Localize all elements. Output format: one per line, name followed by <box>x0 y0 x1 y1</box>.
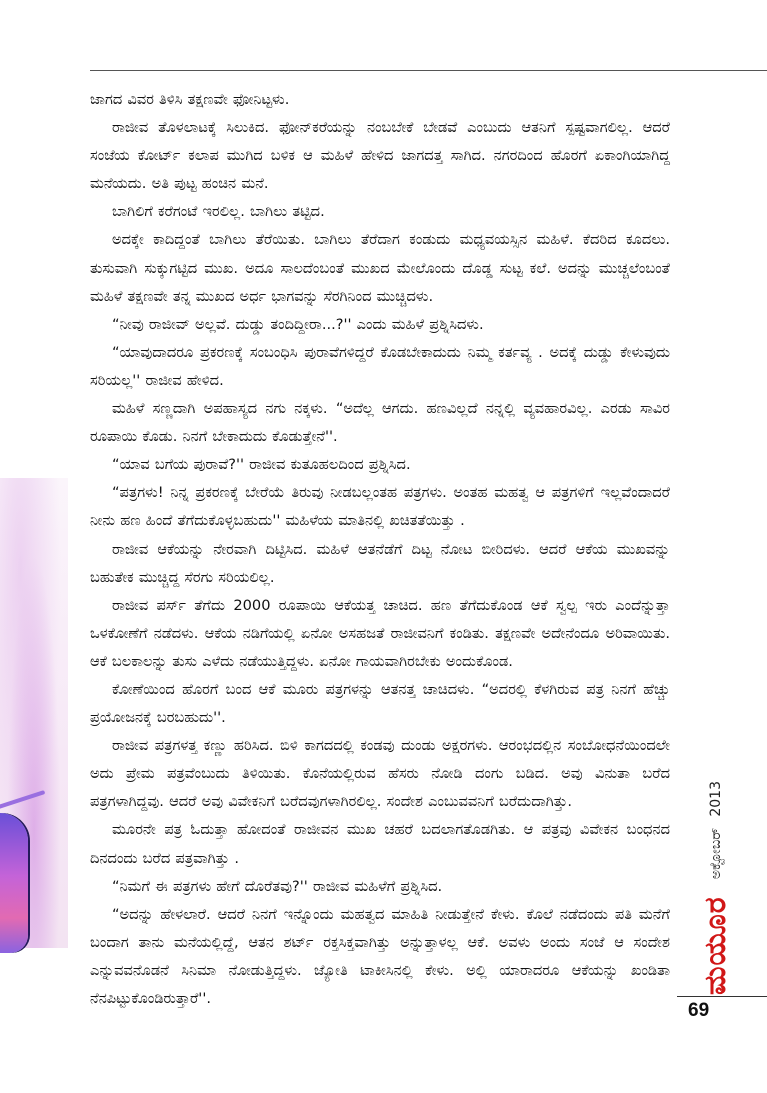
illustration-accent <box>0 790 45 810</box>
paragraph: “ಅದನ್ನು ಹೇಳಲಾರೆ. ಆದರೆ ನಿನಗೆ ಇನ್ನೊಂದು ಮಹತ್ವದ ಮಾಹಿತಿ ನೀಡುತ್ತೇನೆ ಕೇಳು. ಕೊಲೆ ನಡೆದಂದು ಪತಿ ಮನೆಗೆ ಬಂದಾಗ ತಾನು ಮನೆಯಲ್ಲಿದ್ದೆ, ಆತನ ಶರ್ಟ್ ರಕ್ತಸಿಕ್ತವಾಗಿತ್ತು ಅನ್ನುತ್ತಾಳಲ್ಲ ಆಕೆ. ಅವಳು ಅಂದು ಸಂಜೆ ಆ ಸಂದೇಶ ಎನ್ನುವವನೊಡನೆ ಸಿನಿಮಾ ನೋಡುತ್ತಿದ್ದಳು. ಜ್ಯೋತಿ ಟಾಕೀಸಿನಲ್ಲಿ ಕೇಳು. ಅಲ್ಲಿ ಯಾರಾದರೂ ಆಕೆಯನ್ನು ಖಂಡಿತಾ ನೆನಪಿಟ್ಟುಕೊಂಡಿರುತ್ತಾರೆ''. <box>90 905 670 1007</box>
page-number: 69 <box>688 1000 710 1021</box>
issue-month: ಅಕ್ಟೋಬರ್ <box>707 827 724 880</box>
article-body <box>90 86 670 1013</box>
illustration-figure <box>0 813 28 953</box>
paragraph: ಮಹಿಳೆ ಸಣ್ಣದಾಗಿ ಅಪಹಾಸ್ಯದ ನಗು ನಕ್ಕಳು. “ಅದೆಲ್ಲ ಆಗದು. ಹಣವಿಲ್ಲದೆ ನನ್ನಲ್ಲಿ ವ್ಯವಹಾರವಿಲ್ಲ. ಎರಡು ಸಾವಿರ ರೂಪಾಯಿ ಕೊಡು. ನಿನಗೆ ಬೇಕಾದುದು ಕೊಡುತ್ತೇನೆ''. <box>90 400 670 446</box>
magazine-logo: ಮಯೂರ <box>698 896 733 995</box>
paragraph: ರಾಜೀವ ಪರ್ಸ್ ತೆಗೆದು 2000 ರೂಪಾಯಿ ಆಕೆಯತ್ತ ಚಾಚಿದ. ಹಣ ತೆಗೆದುಕೊಂಡ ಆಕೆ ಸ್ವಲ್ಪ ಇರು ಎಂದೆನ್ನುತ್ತಾ ಒಳಕೋಣೆಗೆ ನಡೆದಳು. ಆಕೆಯ ನಡಿಗೆಯಲ್ಲಿ ಏನೋ ಅಸಹಜತೆ ರಾಜೀವನಿಗೆ ಕಂಡಿತು. ತಕ್ಷಣವೇ ಅದೇನೆಂದೂ ಅರಿವಾಯಿತು. ಆಕೆ ಬಲಕಾಲನ್ನು ತುಸು ಎಳೆದು ನಡೆಯುತ್ತಿದ್ದಳು. ಏನೋ ಗಾಯವಾಗಿರಬೇಕು ಅಂದುಕೊಂಡ. <box>90 596 670 670</box>
paragraph: “ಪತ್ರಗಳು! ನಿನ್ನ ಪ್ರಕರಣಕ್ಕೆ ಬೇರೆಯೆ ತಿರುವು ನೀಡಬಲ್ಲಂತಹ ಪತ್ರಗಳು. ಅಂತಹ ಮಹತ್ವ ಆ ಪತ್ರಗಳಿಗೆ ಇಲ್ಲವೆಂದಾದರೆ ನೀನು ಹಣ ಹಿಂದೆ ತೆಗೆದುಕೊಳ್ಳಬಹುದು'' ಮಹಿಳೆಯ ಮಾತಿನಲ್ಲಿ ಖಚಿತತೆಯಿತ್ತು . <box>90 484 670 530</box>
paragraph: ರಾಜೀವ ಪತ್ರಗಳತ್ತ ಕಣ್ಣು ಹರಿಸಿದ. ಬಿಳಿ ಕಾಗದದಲ್ಲಿ ಕಂಡವು ದುಂಡು ಅಕ್ಷರಗಳು. ಆರಂಭದಲ್ಲಿನ ಸಂಬೋಧನೆಯಿಂದಲೇ ಅದು ಪ್ರೇಮ ಪತ್ರವೆಂಬುದು ತಿಳಿಯಿತು. ಕೊನೆಯಲ್ಲಿರುವ ಹೆಸರು ನೋಡಿ ದಂಗು ಬಡಿದ. ಅವು ವಿನುತಾ ಬರೆದ ಪತ್ರಗಳಾಗಿದ್ದವು. ಆದರೆ ಅವು ವಿವೇಕನಿಗೆ ಬರೆದವುಗಳಾಗಿರಲಿಲ್ಲ. ಸಂದೇಶ ಎಂಬುವವನಿಗೆ ಬರೆದುದಾಗಿತ್ತು. <box>90 737 670 811</box>
top-rule <box>90 70 767 71</box>
footer-rule <box>677 996 767 997</box>
paragraph: “ನಿಮಗೆ ಈ ಪತ್ರಗಳು ಹೇಗೆ ದೊರೆತವು?'' ರಾಜೀವ ಮಹಿಳೆಗೆ ಪ್ರಶ್ನಿಸಿದ. <box>112 877 443 895</box>
paragraph: ಜಾಗದ ವಿವರ ತಿಳಿಸಿ ತಕ್ಷಣವೇ ಫೋನಿಟ್ಟಳು. <box>90 91 290 108</box>
illustration <box>0 478 68 948</box>
paragraph: ಅದಕ್ಕೇ ಕಾದಿದ್ದಂತೆ ಬಾಗಿಲು ತೆರೆಯಿತು. ಬಾಗಿಲು ತೆರೆದಾಗ ಕಂಡುದು ಮಧ್ಯವಯಸ್ಸಿನ ಮಹಿಳೆ. ಕೆದರಿದ ಕೂದಲು. ತುಸುವಾಗಿ ಸುಕ್ಕುಗಟ್ಟಿದ ಮುಖ. ಅದೂ ಸಾಲದೆಂಬಂತೆ ಮುಖದ ಮೇಲೊಂದು ದೊಡ್ಡ ಸುಟ್ಟ ಕಲೆ. ಅದನ್ನು ಮುಚ್ಚಲೆಂಬಂತೆ ಮಹಿಳೆ ತಕ್ಷಣವೇ ತನ್ನ ಮುಖದ ಅರ್ಧ ಭಾಗವನ್ನು ಸೆರಗಿನಿಂದ ಮುಚ್ಚಿದಳು. <box>90 231 670 305</box>
paragraph: ಬಾಗಿಲಿಗೆ ಕರೆಗಂಟೆ ಇರಲಿಲ್ಲ. ಬಾಗಿಲು ತಟ್ಟಿದ. <box>112 203 325 221</box>
paragraph: “ಯಾವ ಬಗೆಯ ಪುರಾವೆ?'' ರಾಜೀವ ಕುತೂಹಲದಿಂದ ಪ್ರಶ್ನಿಸಿದ. <box>112 456 411 474</box>
paragraph: ರಾಜೀವ ಆಕೆಯನ್ನು ನೇರವಾಗಿ ದಿಟ್ಟಿಸಿದ. ಮಹಿಳೆ ಆತನೆಡೆಗೆ ದಿಟ್ಟ ನೋಟ ಬೀರಿದಳು. ಆದರೆ ಆಕೆಯ ಮುಖವನ್ನು ಬಹುತೇಕ ಮುಚ್ಚಿದ್ದ ಸೆರಗು ಸರಿಯಲಿಲ್ಲ. <box>90 540 670 586</box>
paragraph: ರಾಜೀವ ತೊಳಲಾಟಕ್ಕೆ ಸಿಲುಕಿದ. ಫೋನ್‌ಕರೆಯನ್ನು ನಂಬಬೇಕೆ ಬೇಡವೆ ಎಂಬುದು ಆತನಿಗೆ ಸ್ಪಷ್ಟವಾಗಲಿಲ್ಲ. ಆದರೆ ಸಂಜೆಯ ಕೋರ್ಟ್ ಕಲಾಪ ಮುಗಿದ ಬಳಿಕ ಆ ಮಹಿಳೆ ಹೇಳಿದ ಜಾಗದತ್ತ ಸಾಗಿದ. ನಗರದಿಂದ ಹೊರಗೆ ಏಕಾಂಗಿಯಾಗಿದ್ದ ಮನೆಯದು. ಅತಿ ಪುಟ್ಟ ಹಂಚಿನ ಮನೆ. <box>90 119 670 193</box>
issue-year: 2013 <box>707 781 724 817</box>
paragraph: ಕೋಣೆಯಿಂದ ಹೊರಗೆ ಬಂದ ಆಕೆ ಮೂರು ಪತ್ರಗಳನ್ನು ಆತನತ್ತ ಚಾಚಿದಳು. “ಅದರಲ್ಲಿ ಕೆಳಗಿರುವ ಪತ್ರ ನಿನಗೆ ಹೆಚ್ಚು ಪ್ರಯೋಜನಕ್ಕೆ ಬರಬಹುದು''. <box>90 680 670 727</box>
paragraph: “ಯಾವುದಾದರೂ ಪ್ರಕರಣಕ್ಕೆ ಸಂಬಂಧಿಸಿ ಪುರಾವೆಗಳಿದ್ದರೆ ಕೊಡಬೇಕಾದುದು ನಿಮ್ಮ ಕರ್ತವ್ಯ . ಅದಕ್ಕೆ ದುಡ್ಡು ಕೇಳುವುದು ಸರಿಯಲ್ಲ'' ರಾಜೀವ ಹೇಳಿದ. <box>90 343 670 389</box>
masthead <box>690 740 733 995</box>
paragraph: ಮೂರನೇ ಪತ್ರ ಓದುತ್ತಾ ಹೋದಂತೆ ರಾಜೀವನ ಮುಖ ಚಹರೆ ಬದಲಾಗತೊಡಗಿತು. ಆ ಪತ್ರವು ವಿವೇಕನ ಬಂಧನದ ದಿನದಂದು ಬರೆದ ಪತ್ರವಾಗಿತ್ತು . <box>90 821 670 867</box>
paragraph: “ನೀವು ರಾಜೀವ್ ಅಲ್ಲವೆ. ದುಡ್ಡು ತಂದಿದ್ದೀರಾ...?'' ಎಂದು ಮಹಿಳೆ ಪ್ರಶ್ನಿಸಿದಳು. <box>112 315 484 333</box>
